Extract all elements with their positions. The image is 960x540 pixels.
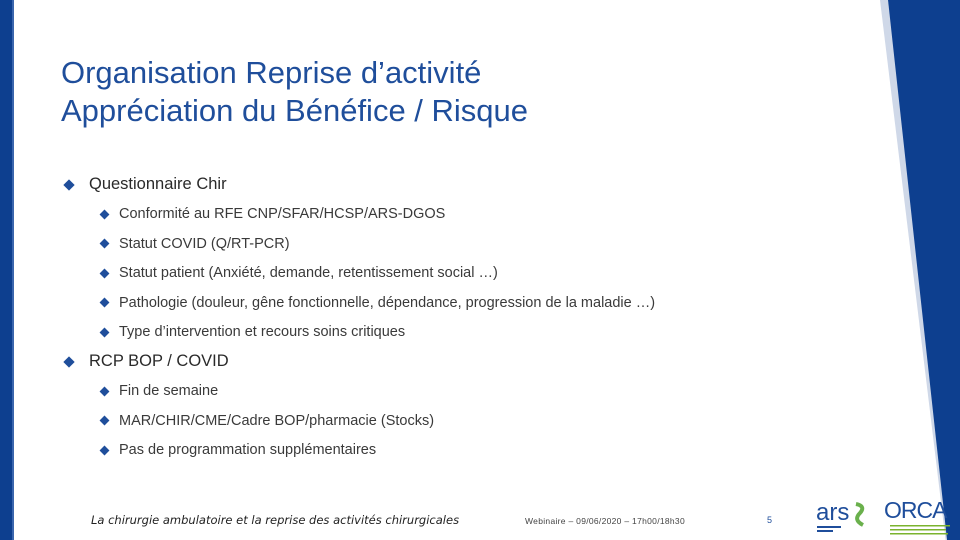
- sub-bullet-item: [62, 200, 882, 230]
- diamond-bullet-icon: [100, 445, 110, 455]
- slide-title-line-2: Appréciation du Bénéfice / Risque: [61, 93, 529, 128]
- slide-title-line-1: Organisation Reprise d’activité: [61, 55, 482, 90]
- footer-presentation-title: La chirurgie ambulatoire et la reprise des activités chirurgicales: [91, 513, 460, 527]
- diamond-bullet-icon: [63, 356, 74, 367]
- diamond-bullet-icon: [100, 386, 110, 396]
- left-decorative-band: [0, 0, 12, 540]
- ars-logo: [815, 496, 873, 536]
- diamond-bullet-icon: [100, 268, 110, 278]
- sub-bullet-item: [62, 288, 882, 318]
- diamond-bullet-icon: [100, 416, 110, 426]
- bullet-item-questionnaire-chir: [62, 170, 882, 200]
- sub-bullet-item: [62, 229, 882, 259]
- bullet-item-rcp-bop-covid: [62, 347, 882, 377]
- bullet-text: Statut patient (Anxiété, demande, retentissement social …): [119, 265, 498, 282]
- ars-logo-letters: ars: [816, 499, 850, 526]
- sub-bullet-item: [62, 259, 882, 289]
- bullet-list: [62, 170, 882, 465]
- right-decorative-panel: [888, 0, 960, 540]
- bullet-text: Pas de programmation supplémentaires: [119, 442, 377, 459]
- sub-bullet-item: [62, 406, 882, 436]
- orca-logo: [882, 494, 954, 538]
- diamond-bullet-icon: [100, 209, 110, 219]
- sub-bullet-item: [62, 318, 882, 348]
- diamond-bullet-icon: [100, 327, 110, 337]
- bullet-text: MAR/CHIR/CME/Cadre BOP/pharmacie (Stocks): [119, 412, 435, 429]
- bullet-text: Type d’intervention et recours soins critiques: [119, 324, 406, 341]
- bullet-text: Questionnaire Chir: [89, 175, 227, 194]
- sub-bullet-item: [62, 436, 882, 466]
- footer-webinar-date: Webinaire – 09/06/2020 – 17h00/18h30: [525, 516, 685, 526]
- bullet-text: Statut COVID (Q/RT-PCR): [119, 235, 290, 252]
- bullet-text: RCP BOP / COVID: [89, 352, 229, 371]
- slide-title: [61, 54, 528, 130]
- diamond-bullet-icon: [63, 179, 74, 190]
- sub-bullet-item: [62, 377, 882, 407]
- bullet-text: Fin de semaine: [119, 383, 219, 400]
- left-decorative-stripe: [12, 0, 14, 540]
- page-number: 5: [767, 515, 773, 525]
- bullet-text: Pathologie (douleur, gêne fonctionnelle, dépendance, progression de la maladie …): [119, 294, 656, 311]
- ars-logo-swoosh: [856, 504, 863, 525]
- diamond-bullet-icon: [100, 239, 110, 249]
- diamond-bullet-icon: [100, 298, 110, 308]
- orca-logo-letters: ORCA: [884, 497, 947, 523]
- bullet-text: Conformité au RFE CNP/SFAR/HCSP/ARS-DGOS: [119, 206, 446, 223]
